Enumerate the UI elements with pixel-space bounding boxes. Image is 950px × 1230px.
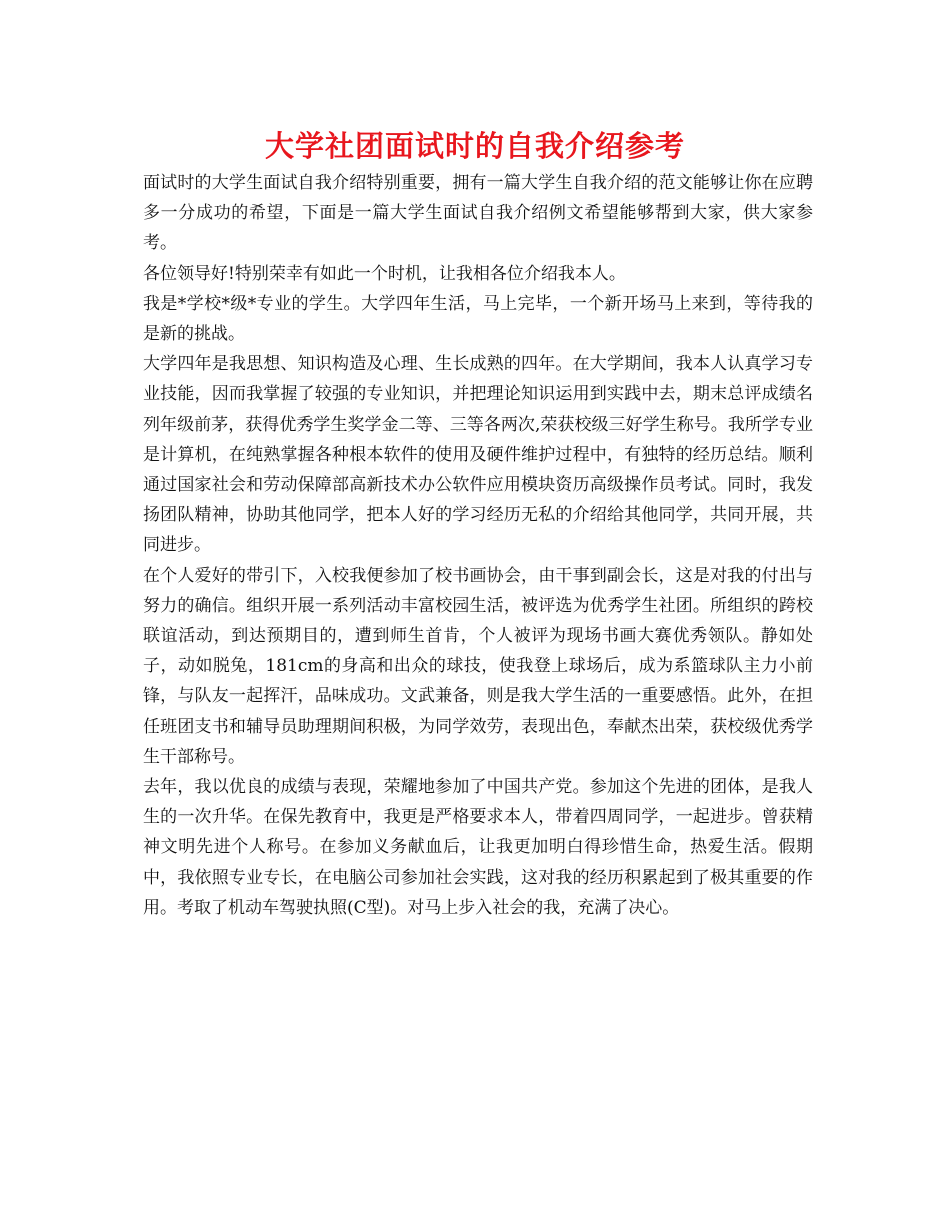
paragraph-party: 去年，我以优良的成绩与表现，荣耀地参加了中国共产党。参加这个先进的团体，是我人生的一次升华。在保先教育中，我更是严格要求本人，带着四周同学，一起进步。曾获精神文明先进个人称号。在参加义务献血后，让我更加明白得珍惜生命，热爱生活。假期中，我依照专业专长，在电脑公司参加社会实践，这对我的经历积累起到了极其重要的作用。考取了机动车驾驶执照(C型)。对马上步入社会的我，充满了决心。	[143, 777, 813, 918]
document-body	[143, 168, 813, 923]
paragraph-study: 大学四年是我思想、知识构造及心理、生长成熟的四年。在大学期间，我本人认真学习专业技能，因而我掌握了较强的专业知识，并把理论知识运用到实践中去，期末总评成绩名列年级前茅，获得优秀学生奖学金二等、三等各两次,荣获校级三好学生称号。我所学专业是计算机，在纯熟掌握各种根本软件的使用及硬件维护过程中，有独特的经历总结。顺利通过国家社会和劳动保障部高新技术办公软件应用模块资历高级操作员考试。同时，我发扬团队精神，协助其他同学，把本人好的学习经历无私的介绍给其他同学，共同开展，共同进步。	[143, 354, 813, 556]
document-title: 大学社团面试时的自我介绍参考	[264, 129, 685, 163]
paragraph-intro: 面试时的大学生面试自我介绍特别重要，拥有一篇大学生自我介绍的范文能够让你在应聘多一分成功的希望，下面是一篇大学生面试自我介绍例文希望能够帮到大家，供大家参考。	[143, 173, 813, 254]
paragraph-greeting: 各位领导好!特别荣幸有如此一个时机，让我相各位介绍我本人。	[143, 263, 626, 284]
paragraph-identity: 我是*学校*级*专业的学生。大学四年生活，马上完毕，一个新开场马上来到，等待我的是新的挑战。	[143, 293, 813, 345]
paragraph-activities: 在个人爱好的带引下，入校我便参加了校书画协会，由干事到副会长，这是对我的付出与努力的确信。组织开展一系列活动丰富校园生活，被评选为优秀学生社团。所组织的跨校联谊活动，到达预期目的，遭到师生首肯，个人被评为现场书画大赛优秀领队。静如处子，动如脱兔，181cm的身高和出众的球技，使我登上球场后，成为系篮球队主力小前锋，与队友一起挥汗，品味成功。文武兼备，则是我大学生活的一重要感悟。此外，在担任班团支书和辅导员助理期间积极，为同学效劳，表现出色，奉献杰出荣，获校级优秀学生干部称号。	[143, 565, 813, 767]
